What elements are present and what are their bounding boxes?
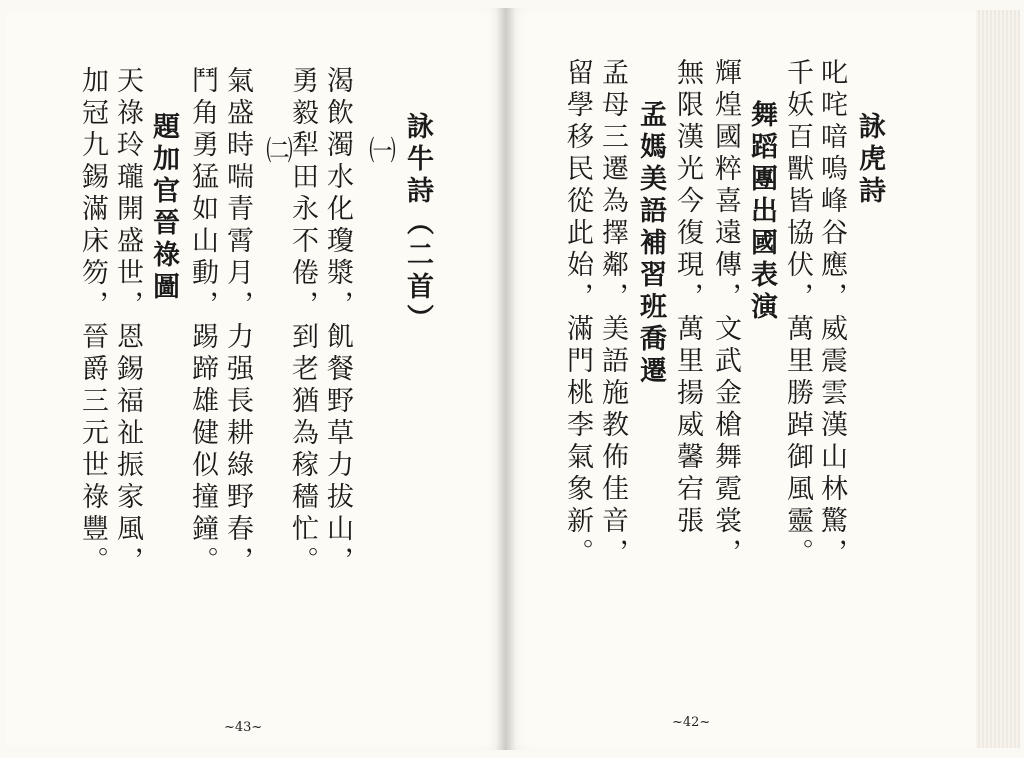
- poem-title-ox: 詠牛詩（二首）: [402, 112, 433, 336]
- poem-line: 氣盛時喘青霄月，力强長耕綠野春，: [222, 66, 253, 578]
- poem-line: 叱咤喑嗚峰谷應，威震雲漢山林驚，: [816, 58, 847, 570]
- poem-line: 鬥角勇猛如山動，踢蹄雄健似撞鐘。: [187, 66, 218, 578]
- poem-line: 孟母三遷為擇鄰，美語施教佈佳音，: [597, 58, 628, 570]
- poem-line: 輝煌國粹喜遠傳，文武金槍舞霓裳，: [710, 58, 741, 570]
- page-number-left: ~43~: [224, 720, 263, 735]
- page-edges: [976, 10, 1020, 748]
- poem-title-english-school: 孟媽美語補習班喬遷: [635, 100, 666, 388]
- poem-line: 千妖百獸皆協伏，萬里勝踔御風靈。: [782, 58, 813, 570]
- poem-line: 勇毅犁田永不倦，到老猶為稼穡忙。: [287, 66, 318, 578]
- poem-title-tiger: 詠虎詩: [854, 112, 885, 208]
- section-marker-one: ㈠: [364, 136, 395, 168]
- poem-line: 加冠九錫滿床笏，晉爵三元世祿豐。: [77, 66, 108, 578]
- poem-line: 無限漢光今復現，萬里揚威馨宕張: [672, 58, 703, 538]
- poem-line: 天祿玲瓏開盛世，恩錫福祉振家風，: [112, 66, 143, 578]
- book-gutter: [496, 8, 516, 750]
- page-number-right: ~42~: [672, 715, 711, 730]
- section-marker-two: ㈡: [261, 136, 292, 168]
- poem-line: 渴飲濁水化瓊漿，飢餐野草力拔山，: [322, 66, 353, 578]
- poem-title-promotion: 題加官晉祿圖: [148, 112, 179, 304]
- poem-title-dance-troupe: 舞蹈團出國表演: [746, 100, 777, 324]
- poem-line: 留學移民從此始，滿門桃李氣象新。: [562, 58, 593, 570]
